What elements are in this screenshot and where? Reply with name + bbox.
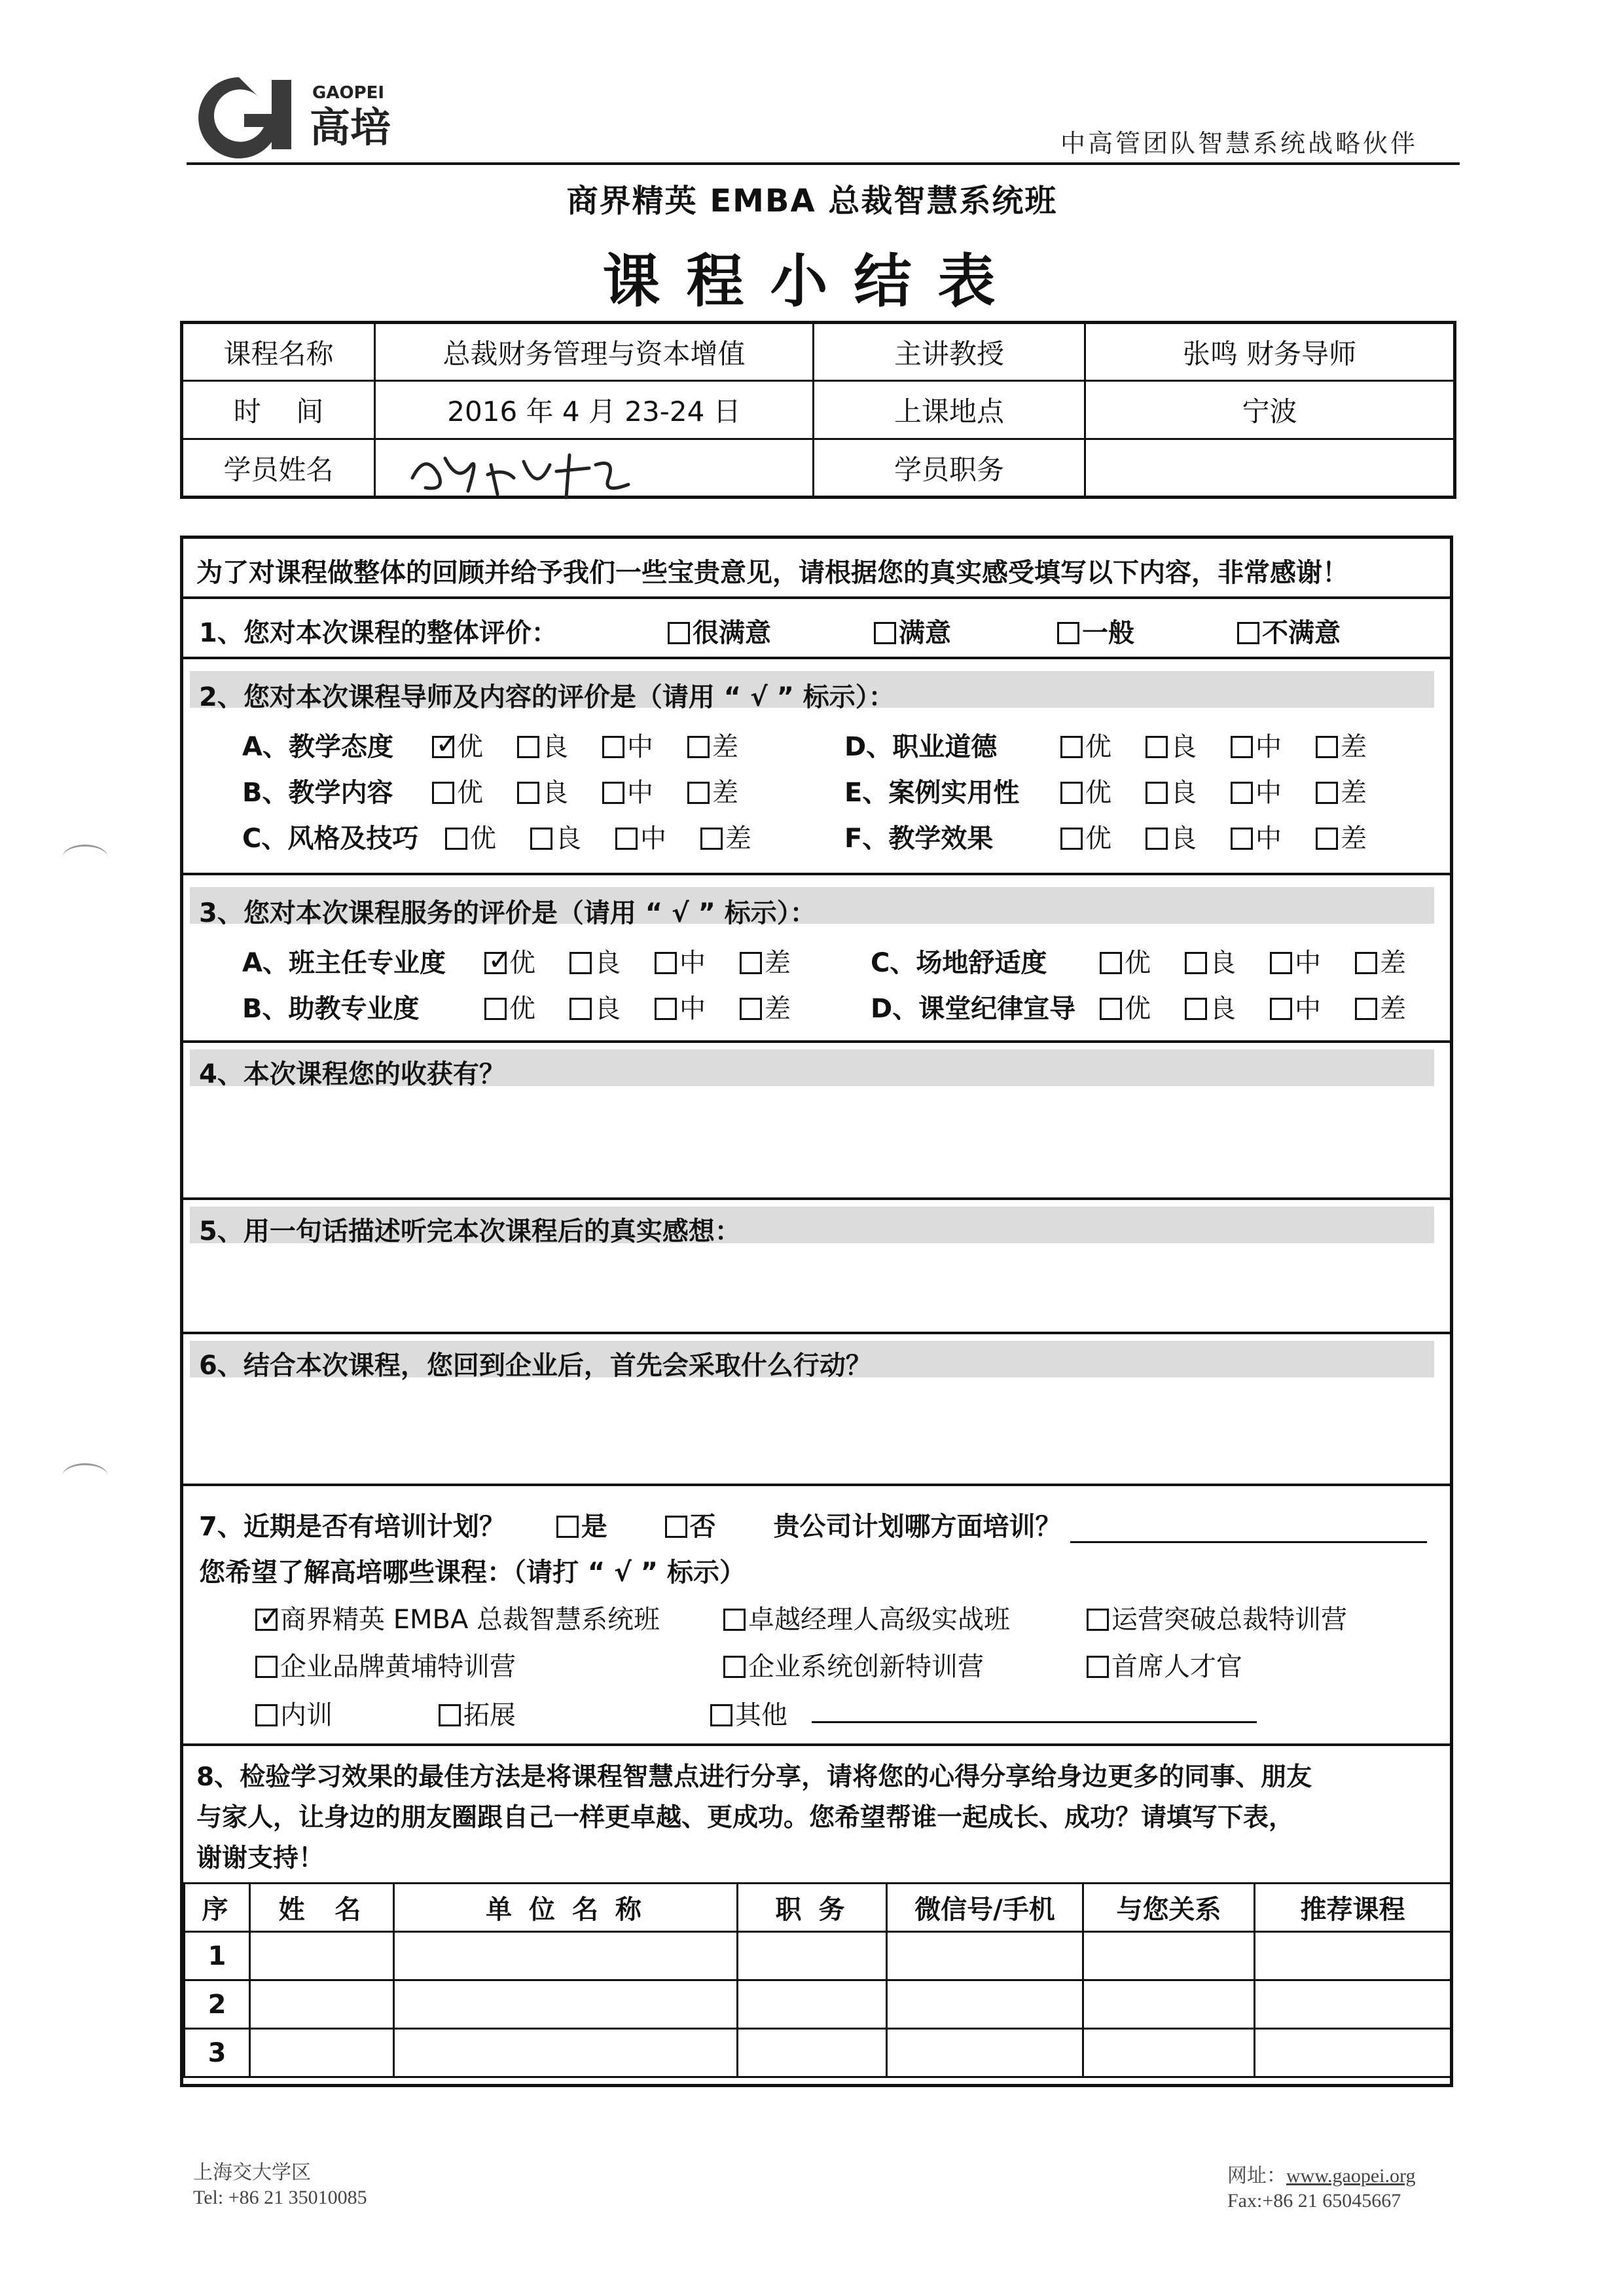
q2-right-1-grade-3[interactable]: [1316, 772, 1367, 809]
referral-cell[interactable]: [887, 1932, 1083, 1980]
q7-course-label: 企业系统创新特训营: [748, 1652, 984, 1682]
q7-course-option[interactable]: [255, 1646, 516, 1683]
checkbox[interactable]: [530, 828, 552, 850]
checkbox[interactable]: [439, 1704, 461, 1726]
q1-text: 1、您对本次课程的整体评价：: [199, 618, 558, 648]
q8-text-line1: 8、检验学习效果的最佳方法是将课程智慧点进行分享，请将您的心得分享给身边更多的同事、朋友: [196, 1762, 1312, 1792]
q4-section[interactable]: [183, 1043, 1450, 1200]
grade-label: 中: [1295, 948, 1321, 978]
q6-text: 6、结合本次课程，您回到企业后，首先会采取什么行动？: [199, 1351, 872, 1381]
q7-course-label: 商界精英 EMBA 总裁智慧系统班: [280, 1605, 660, 1635]
header-divider: [187, 162, 1460, 165]
q7-which-field[interactable]: [1070, 1514, 1427, 1543]
checkbox[interactable]: [1100, 952, 1122, 974]
logo-text-cn: 高培: [310, 103, 391, 151]
q3-right-0-grade-0[interactable]: [1100, 942, 1151, 979]
checkbox[interactable]: [1057, 622, 1079, 644]
q8-text-line2: 与家人，让身边的朋友圈跟自己一样更卓越、更成功。您希望帮谁一起成长、成功？请填写下表，: [196, 1803, 1295, 1832]
q7-course-option[interactable]: [439, 1694, 516, 1732]
q2-left-0-grade-1[interactable]: [517, 726, 568, 763]
col-header-contact: 微信号/手机: [887, 1884, 1083, 1932]
referral-cell[interactable]: [1083, 1980, 1255, 2029]
grade-label: 中: [1255, 778, 1282, 808]
checkbox[interactable]: [1060, 782, 1083, 804]
checkbox[interactable]: [615, 828, 638, 850]
footer-fax: Fax:+86 21 65045667: [1227, 2190, 1401, 2212]
q3-right-1-grade-1[interactable]: [1185, 988, 1236, 1025]
footer-left: [193, 2160, 367, 2210]
checkbox[interactable]: [255, 1609, 278, 1631]
tagline: 中高管团队智慧系统战略伙伴: [1060, 129, 1418, 158]
checkbox[interactable]: [1100, 998, 1122, 1020]
logo-text-en: GAOPEI: [312, 83, 385, 103]
checkbox[interactable]: [1146, 828, 1168, 850]
referral-cell[interactable]: [394, 1932, 738, 1980]
q2-right-0-grade-1[interactable]: [1146, 726, 1197, 763]
grade-label: 良: [1210, 948, 1236, 978]
grade-label: 优: [1085, 778, 1111, 808]
referral-cell[interactable]: [887, 2029, 1083, 2077]
q1-option-unsatisfied[interactable]: 不满意: [1237, 612, 1341, 649]
q2-item-label: F、教学效果: [844, 824, 994, 854]
lecturer-value[interactable]: 张鸣 财务导师: [1085, 323, 1455, 381]
checkbox[interactable]: [740, 952, 762, 974]
q7-course-label: 卓越经理人高级实战班: [748, 1605, 1010, 1635]
grade-label: 差: [1380, 994, 1406, 1024]
checkbox[interactable]: [517, 736, 539, 758]
referral-cell[interactable]: [394, 1980, 738, 2029]
checkbox[interactable]: [687, 782, 710, 804]
col-header-index: 序: [185, 1884, 250, 1932]
student-position-label: 学员职务: [814, 439, 1085, 498]
footer-url-label: 网址：: [1227, 2165, 1286, 2187]
grade-label: 优: [509, 994, 535, 1024]
q2-left-0-grade-2[interactable]: [602, 726, 653, 763]
q2-left-0-grade-3[interactable]: [687, 726, 738, 763]
q7-course-label: 其他: [735, 1700, 787, 1730]
q3-item-label: C、场地舒适度: [871, 948, 1047, 978]
q7-course-label: 内训: [280, 1700, 333, 1730]
checkbox[interactable]: [668, 622, 690, 644]
q2-right-1-grade-2[interactable]: [1231, 772, 1282, 809]
q2-left-2-grade-1[interactable]: [530, 818, 581, 855]
referral-cell[interactable]: [1083, 1932, 1255, 1980]
form-intro-text: 为了对课程做整体的回顾并给予我们一些宝贵意见，请根据您的真实感受填写以下内容，非常感谢！: [196, 558, 1348, 588]
grade-label: 中: [627, 778, 653, 808]
q2-left-1-grade-2[interactable]: [602, 772, 653, 809]
q2-left-1-grade-1[interactable]: [517, 772, 568, 809]
q6-section[interactable]: [183, 1334, 1450, 1486]
referral-row-index: 3: [185, 2029, 250, 2077]
q3-item-label: A、班主任专业度: [242, 948, 446, 978]
time-label: 时 间: [182, 381, 375, 439]
grade-label: 良: [1210, 994, 1236, 1024]
course-info-table: [180, 321, 1456, 499]
q3-left-1-grade-1[interactable]: [569, 988, 621, 1025]
q7-section: [183, 1486, 1450, 1746]
q1-option-average[interactable]: 一般: [1057, 612, 1134, 649]
footer-url-link[interactable]: www.gaopei.org: [1286, 2165, 1416, 2187]
q7-no-option[interactable]: 否: [665, 1512, 716, 1542]
referral-table-header: [185, 1884, 1451, 1932]
q8-text-line3: 谢谢支持！: [196, 1844, 325, 1873]
referral-row: [185, 2029, 1451, 2077]
q3-right-1-grade-2[interactable]: [1270, 988, 1321, 1025]
q3-right-0-grade-1[interactable]: [1185, 942, 1236, 979]
checkbox[interactable]: [432, 736, 454, 758]
checkbox[interactable]: [740, 998, 762, 1020]
referral-cell[interactable]: [1083, 2029, 1255, 2077]
q2-right-0-grade-0[interactable]: [1060, 726, 1111, 763]
checkbox[interactable]: [1316, 828, 1338, 850]
q7-which-text: 贵公司计划哪方面培训？: [773, 1512, 1062, 1542]
grade-label: 良: [594, 994, 621, 1024]
checkbox[interactable]: [602, 736, 624, 758]
q7-course-option[interactable]: [710, 1694, 787, 1732]
q2-item-label: C、风格及技巧: [242, 824, 419, 854]
grade-label: 优: [1125, 994, 1151, 1024]
q2-left-2-grade-3[interactable]: [700, 818, 751, 855]
q7-wish-text: 您希望了解高培哪些课程：（请打 “ √ ” 标示）: [199, 1558, 746, 1588]
q2-right-1-grade-1[interactable]: [1146, 772, 1197, 809]
col-header-course: 推荐课程: [1255, 1884, 1451, 1932]
checkbox[interactable]: [602, 782, 624, 804]
checkbox[interactable]: [1146, 782, 1168, 804]
q1-section: [183, 599, 1450, 659]
q3-right-1-grade-3[interactable]: [1355, 988, 1406, 1025]
checkbox[interactable]: [484, 952, 507, 974]
q2-left-2-grade-0[interactable]: [445, 818, 496, 855]
q2-left-1-grade-3[interactable]: [687, 772, 738, 809]
q3-section: [183, 875, 1450, 1043]
course-name-label: 课程名称: [182, 323, 375, 381]
q3-right-0-grade-2[interactable]: [1270, 942, 1321, 979]
q3-left-1-grade-0[interactable]: [484, 988, 535, 1025]
col-header-relation: 与您关系: [1083, 1884, 1255, 1932]
grade-label: 良: [1170, 778, 1197, 808]
grade-label: 差: [765, 994, 791, 1024]
q3-left-1-grade-3[interactable]: [740, 988, 791, 1025]
grade-label: 良: [542, 778, 568, 808]
form-intro-section: [183, 539, 1450, 599]
grade-label: 差: [765, 948, 791, 978]
grade-label: 中: [1255, 824, 1282, 854]
referral-cell[interactable]: [250, 1980, 394, 2029]
checkbox[interactable]: [665, 1516, 687, 1538]
checkbox[interactable]: [1185, 998, 1207, 1020]
referral-cell[interactable]: [738, 1932, 887, 1980]
col-header-company: 单 位 名 称: [394, 1884, 738, 1932]
q3-item-label: D、课堂纪律宣导: [871, 994, 1076, 1024]
grade-label: 差: [1341, 824, 1367, 854]
q1-option-satisfied[interactable]: 满意: [874, 612, 951, 649]
checkbox[interactable]: [1270, 998, 1292, 1020]
checkbox[interactable]: [432, 782, 454, 804]
grade-label: 中: [679, 948, 706, 978]
q2-left-2-grade-2[interactable]: [615, 818, 666, 855]
q7-course-option[interactable]: [723, 1599, 1010, 1636]
checkbox[interactable]: [1087, 1609, 1109, 1631]
referral-table: [183, 1882, 1452, 2078]
checkbox[interactable]: [255, 1656, 278, 1678]
grade-label: 良: [1170, 824, 1197, 854]
checkbox[interactable]: [1316, 782, 1338, 804]
q2-right-2-grade-3[interactable]: [1316, 818, 1367, 855]
footer-tel: Tel: +86 21 35010085: [193, 2187, 367, 2208]
q2-right-2-grade-1[interactable]: [1146, 818, 1197, 855]
q3-right-1-grade-0[interactable]: [1100, 988, 1151, 1025]
punch-hole-mark: [62, 845, 108, 871]
q1-option-very-satisfied[interactable]: 很满意: [668, 612, 771, 649]
punch-hole-mark: [62, 1463, 108, 1489]
referral-cell[interactable]: [250, 1932, 394, 1980]
q2-right-2-grade-2[interactable]: [1231, 818, 1282, 855]
grade-label: 良: [555, 824, 581, 854]
gaopei-logo: [193, 71, 448, 162]
checkbox[interactable]: [1060, 828, 1083, 850]
student-name-label: 学员姓名: [182, 439, 375, 498]
checkbox[interactable]: [723, 1656, 746, 1678]
q3-left-0-grade-1[interactable]: [569, 942, 621, 979]
checkbox[interactable]: [255, 1704, 278, 1726]
grade-label: 良: [542, 732, 568, 762]
grade-label: 优: [509, 948, 535, 978]
referral-cell[interactable]: [394, 2029, 738, 2077]
checkbox[interactable]: [556, 1516, 579, 1538]
checkbox[interactable]: [569, 952, 592, 974]
checkbox[interactable]: [874, 622, 896, 644]
q4-text: 4、本次课程您的收获有？: [199, 1059, 505, 1089]
q2-right-0-grade-2[interactable]: [1231, 726, 1282, 763]
q7-course-label: 运营突破总裁特训营: [1111, 1605, 1347, 1635]
checkbox[interactable]: [1355, 952, 1377, 974]
checkbox[interactable]: [1316, 736, 1338, 758]
grade-label: 中: [679, 994, 706, 1024]
q3-text: 3、您对本次课程服务的评价是（请用 “ √ ” 标示）：: [199, 898, 816, 928]
page-subtitle: 商界精英 EMBA 总裁智慧系统班: [566, 183, 1058, 219]
student-position-field[interactable]: [1085, 439, 1455, 498]
q3-left-0-grade-0[interactable]: [484, 942, 535, 979]
footer-campus: 上海交大学区: [193, 2162, 311, 2183]
grade-label: 良: [1170, 732, 1197, 762]
grade-label: 中: [1295, 994, 1321, 1024]
course-name-value[interactable]: 总裁财务管理与资本增值: [375, 323, 814, 381]
q2-item-label: E、案例实用性: [844, 778, 1020, 808]
grade-label: 差: [1341, 778, 1367, 808]
grade-label: 中: [1255, 732, 1282, 762]
location-value[interactable]: 宁波: [1085, 381, 1455, 439]
q7-course-option[interactable]: [1087, 1599, 1347, 1636]
q2-left-0-grade-0[interactable]: [432, 726, 483, 763]
referral-cell[interactable]: [1255, 1932, 1451, 1980]
q2-text: 2、您对本次课程导师及内容的评价是（请用 “ √ ” 标示）：: [199, 682, 895, 712]
q7-course-option[interactable]: [255, 1694, 333, 1732]
grade-label: 优: [470, 824, 496, 854]
referral-cell[interactable]: [250, 2029, 394, 2077]
q8-section: [183, 1746, 1450, 2090]
q7-yes-option[interactable]: 是: [556, 1512, 607, 1542]
q2-item-label: B、教学内容: [242, 778, 393, 808]
col-header-name: 姓 名: [250, 1884, 394, 1932]
grade-label: 中: [627, 732, 653, 762]
checkbox[interactable]: [655, 998, 677, 1020]
checkbox[interactable]: [484, 998, 507, 1020]
q2-right-0-grade-3[interactable]: [1316, 726, 1367, 763]
footer-right: [1227, 2164, 1415, 2214]
referral-cell[interactable]: [738, 2029, 887, 2077]
grade-label: 差: [712, 732, 738, 762]
q2-item-label: D、职业道德: [844, 732, 998, 762]
checkbox[interactable]: [1060, 736, 1083, 758]
grade-label: 优: [1085, 732, 1111, 762]
page-title: 课程小结表: [602, 247, 1022, 315]
q5-text: 5、用一句话描述听完本次课程后的真实感想：: [199, 1216, 741, 1247]
grade-label: 差: [1380, 948, 1406, 978]
referral-row-index: 1: [185, 1932, 250, 1980]
grade-label: 优: [1085, 824, 1111, 854]
q7-question: [199, 1506, 1427, 1543]
q7-course-label: 企业品牌黄埔特训营: [280, 1652, 516, 1682]
grade-label: 差: [1341, 732, 1367, 762]
grade-label: 优: [457, 732, 483, 762]
checkbox[interactable]: [723, 1609, 746, 1631]
referral-cell[interactable]: [887, 1980, 1083, 2029]
q3-item-label: B、助教专业度: [242, 994, 420, 1024]
checkbox[interactable]: [1270, 952, 1292, 974]
checkbox[interactable]: [655, 952, 677, 974]
q7-course-label: 首席人才官: [1111, 1652, 1242, 1682]
referral-cell[interactable]: [1255, 2029, 1451, 2077]
checkbox[interactable]: [1185, 952, 1207, 974]
referral-cell[interactable]: [738, 1980, 887, 2029]
grade-label: 差: [725, 824, 751, 854]
q7-course-label: 拓展: [463, 1700, 516, 1730]
q7-course-option[interactable]: [255, 1599, 660, 1636]
checkbox[interactable]: [1087, 1656, 1109, 1678]
referral-row: [185, 1980, 1451, 2029]
q2-right-1-grade-0[interactable]: [1060, 772, 1111, 809]
q2-section: [183, 659, 1450, 875]
checkbox[interactable]: [1146, 736, 1168, 758]
checkbox[interactable]: [1237, 622, 1259, 644]
checkbox[interactable]: [569, 998, 592, 1020]
referral-cell[interactable]: [1255, 1980, 1451, 2029]
grade-label: 优: [1125, 948, 1151, 978]
checkbox[interactable]: [1355, 998, 1377, 1020]
checkbox[interactable]: [1231, 828, 1253, 850]
checkbox[interactable]: [517, 782, 539, 804]
q2-item-label: A、教学态度: [242, 732, 393, 762]
q3-left-0-grade-2[interactable]: [655, 942, 706, 979]
q2-left-1-grade-0[interactable]: [432, 772, 483, 809]
grade-label: 优: [457, 778, 483, 808]
grade-label: 中: [640, 824, 666, 854]
checkbox[interactable]: [445, 828, 467, 850]
checkbox[interactable]: [1231, 782, 1253, 804]
checkbox[interactable]: [700, 828, 723, 850]
q3-left-1-grade-2[interactable]: [655, 988, 706, 1025]
handwritten-signature: [399, 439, 648, 504]
q7-course-option[interactable]: [723, 1646, 984, 1683]
time-value[interactable]: 2016 年 4 月 23-24 日: [375, 381, 814, 439]
checkbox[interactable]: [1231, 736, 1253, 758]
grade-label: 差: [712, 778, 738, 808]
col-header-position: 职 务: [738, 1884, 887, 1932]
location-label: 上课地点: [814, 381, 1085, 439]
q7-other-field[interactable]: [812, 1694, 1257, 1723]
grade-label: 良: [594, 948, 621, 978]
checkbox[interactable]: [687, 736, 710, 758]
q2-right-2-grade-0[interactable]: [1060, 818, 1111, 855]
referral-row-index: 2: [185, 1980, 250, 2029]
q7-text: 7、近期是否有培训计划？: [199, 1512, 505, 1542]
checkbox[interactable]: [710, 1704, 732, 1726]
q3-left-0-grade-3[interactable]: [740, 942, 791, 979]
q5-section[interactable]: [183, 1200, 1450, 1334]
lecturer-label: 主讲教授: [814, 323, 1085, 381]
q7-course-option[interactable]: [1087, 1646, 1242, 1683]
referral-row: [185, 1932, 1451, 1980]
feedback-form: [180, 536, 1453, 2087]
q3-right-0-grade-3[interactable]: [1355, 942, 1406, 979]
